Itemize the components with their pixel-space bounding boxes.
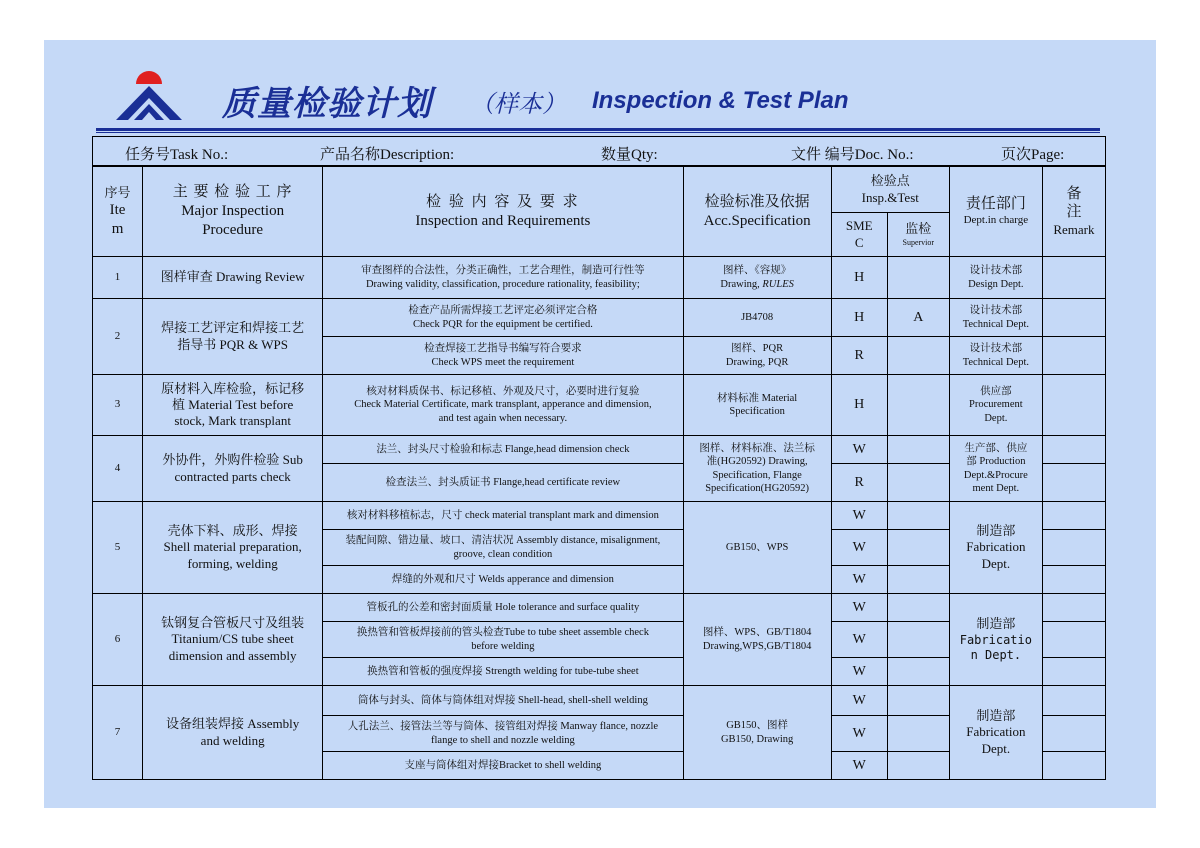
smec-code: W — [831, 686, 887, 716]
table-row — [93, 299, 1106, 337]
title-english: Inspection & Test Plan — [592, 87, 849, 114]
requirement-cell: 筒体与封头、筒体与筒体组对焊接 Shell-head, shell-shell welding — [323, 686, 683, 716]
dept-header: 责任部门 Dept.in charge — [949, 167, 1042, 257]
spec-cell: GB150、图样 GB150, Drawing — [683, 686, 831, 780]
table-row — [93, 436, 1106, 464]
remark-cell — [1042, 752, 1105, 780]
supervisor-code — [887, 716, 949, 752]
inspection-plan-table — [92, 166, 1106, 780]
item-number: 3 — [93, 375, 143, 436]
specification-header: 检验标准及依据 Acc.Specification — [683, 167, 831, 257]
smec-header: SME C — [831, 213, 887, 257]
requirement-cell: 检查法兰、封头质证书 Flange,head certificate review — [323, 464, 683, 502]
dept-cell: 制造部 Fabricatio n Dept. — [949, 594, 1042, 686]
dept-cell: 生产部、供应 部 Production Dept.&Procure ment Dept. — [949, 436, 1042, 502]
spec-cell: 图样、WPS、GB/T1804 Drawing,WPS,GB/T1804 — [683, 594, 831, 686]
smec-code: R — [831, 337, 887, 375]
requirements-header: 检 验 内 容 及 要 求 Inspection and Requirements — [323, 167, 683, 257]
supervisor-code — [887, 686, 949, 716]
title-sample-note: （样本） — [470, 90, 566, 118]
task-no-label: 任务号Task No.: — [125, 147, 229, 163]
supervisor-code — [887, 337, 949, 375]
supervisor-code — [887, 257, 949, 299]
dept-cell: 供应部 Procurement Dept. — [949, 375, 1042, 436]
requirement-cell: 支座与筒体组对焊接Bracket to shell welding — [323, 752, 683, 780]
dept-cell: 制造部 Fabrication Dept. — [949, 686, 1042, 780]
requirement-cell: 审查图样的合法性，分类正确性，工艺合理性，制造可行性等 Drawing validity, classification, procedure rationality, feasibility; — [323, 257, 683, 299]
title-underline-thin — [96, 132, 1100, 133]
smec-code: W — [831, 716, 887, 752]
remark-cell — [1042, 502, 1105, 530]
spec-cell: 材料标准 Material Specification — [683, 375, 831, 436]
supervisor-header: 监检 Supervior — [887, 213, 949, 257]
table-row — [93, 594, 1106, 622]
procedure-cell: 焊接工艺评定和焊接工艺 指导书 PQR & WPS — [143, 299, 323, 375]
supervisor-code — [887, 375, 949, 436]
supervisor-code: A — [887, 299, 949, 337]
procedure-cell: 壳体下料、成形、焊接 Shell material preparation, forming, welding — [143, 502, 323, 594]
doc-no-label: 文件 编号Doc. No.: — [791, 147, 914, 163]
smec-code: W — [831, 752, 887, 780]
qty-label: 数量Qty: — [601, 147, 658, 163]
column-header-row — [93, 167, 1106, 213]
supervisor-code — [887, 752, 949, 780]
requirement-cell: 核对材料质保书、标记移植、外观及尺寸，必要时进行复验 Check Material Certificate, mark transplant, apperance and dimension, and test again when necessary. — [323, 375, 683, 436]
remark-cell — [1042, 464, 1105, 502]
item-number: 4 — [93, 436, 143, 502]
remark-cell — [1042, 530, 1105, 566]
procedure-cell: 外协件，外购件检验 Sub contracted parts check — [143, 436, 323, 502]
company-logo — [112, 70, 186, 122]
procedure-header: 主 要 检 验 工 序 Major Inspection Procedure — [143, 167, 323, 257]
requirement-cell: 核对材料移植标志，尺寸 check material transplant mark and dimension — [323, 502, 683, 530]
supervisor-code — [887, 622, 949, 658]
item-number: 7 — [93, 686, 143, 780]
remark-cell — [1042, 622, 1105, 658]
table-row — [93, 502, 1106, 530]
table-row — [93, 375, 1106, 436]
smec-code: W — [831, 566, 887, 594]
smec-code: W — [831, 502, 887, 530]
procedure-cell: 钛钢复合管板尺寸及组装 Titanium/CS tube sheet dimension and assembly — [143, 594, 323, 686]
item-number: 1 — [93, 257, 143, 299]
smec-code: W — [831, 622, 887, 658]
requirement-cell: 检查产品所需焊接工艺评定必须评定合格 Check PQR for the equipment be certified. — [323, 299, 683, 337]
dept-cell: 设计技术部 Design Dept. — [949, 257, 1042, 299]
supervisor-code — [887, 464, 949, 502]
inspection-point-header: 检验点 Insp.&Test — [831, 167, 949, 213]
spec-cell: GB150、WPS — [683, 502, 831, 594]
supervisor-code — [887, 530, 949, 566]
smec-code: W — [831, 436, 887, 464]
remark-cell — [1042, 716, 1105, 752]
remark-cell — [1042, 566, 1105, 594]
smec-code: W — [831, 530, 887, 566]
procedure-cell: 图样审查 Drawing Review — [143, 257, 323, 299]
smec-code: R — [831, 464, 887, 502]
supervisor-code — [887, 436, 949, 464]
smec-code: W — [831, 658, 887, 686]
title-underline — [96, 128, 1100, 131]
requirement-cell: 管板孔的公差和密封面质量 Hole tolerance and surface quality — [323, 594, 683, 622]
remark-cell — [1042, 436, 1105, 464]
requirement-cell: 焊缝的外观和尺寸 Welds apperance and dimension — [323, 566, 683, 594]
dept-cell: 设计技术部 Technical Dept. — [949, 337, 1042, 375]
item-header: 序号 Ite m — [93, 167, 143, 257]
item-number: 6 — [93, 594, 143, 686]
smec-code: H — [831, 257, 887, 299]
document-info-row — [92, 136, 1106, 166]
supervisor-code — [887, 658, 949, 686]
procedure-cell: 原材料入库检验，标记移 植 Material Test before stock, Mark transplant — [143, 375, 323, 436]
table-row — [93, 686, 1106, 716]
smec-code: H — [831, 375, 887, 436]
item-number: 5 — [93, 502, 143, 594]
remark-header: 备 注 Remark — [1042, 167, 1105, 257]
procedure-cell: 设备组装焊接 Assembly and welding — [143, 686, 323, 780]
supervisor-code — [887, 502, 949, 530]
page-label: 页次Page: — [1001, 147, 1065, 163]
plan-sheet — [44, 40, 1156, 808]
requirement-cell: 人孔法兰、接管法兰等与筒体、接管组对焊接 Manway flance, nozzle flange to shell and nozzle welding — [323, 716, 683, 752]
spec-cell: 图样、PQR Drawing, PQR — [683, 337, 831, 375]
description-label: 产品名称Description: — [320, 147, 455, 163]
spec-cell: JB4708 — [683, 299, 831, 337]
remark-cell — [1042, 375, 1105, 436]
remark-cell — [1042, 337, 1105, 375]
supervisor-code — [887, 566, 949, 594]
smec-code: H — [831, 299, 887, 337]
supervisor-code — [887, 594, 949, 622]
spec-cell: 图样、《容规》 Drawing, RULES — [683, 257, 831, 299]
dept-cell: 设计技术部 Technical Dept. — [949, 299, 1042, 337]
requirement-cell: 换热管和管板焊接前的管头检查Tube to tube sheet assemble check before welding — [323, 622, 683, 658]
remark-cell — [1042, 299, 1105, 337]
spec-cell: 图样、材料标准、法兰标 准(HG20592) Drawing, Specification, Flange Specification(HG20592) — [683, 436, 831, 502]
remark-cell — [1042, 658, 1105, 686]
remark-cell — [1042, 257, 1105, 299]
requirement-cell: 换热管和管板的强度焊接 Strength welding for tube-tube sheet — [323, 658, 683, 686]
item-number: 2 — [93, 299, 143, 375]
remark-cell — [1042, 594, 1105, 622]
dept-cell: 制造部 Fabrication Dept. — [949, 502, 1042, 594]
requirement-cell: 法兰、封头尺寸检验和标志 Flange,head dimension check — [323, 436, 683, 464]
requirement-cell: 装配间隙、错边量、坡口、清洁状况 Assembly distance, misalignment, groove, clean condition — [323, 530, 683, 566]
smec-code: W — [831, 594, 887, 622]
remark-cell — [1042, 686, 1105, 716]
table-row — [93, 257, 1106, 299]
title-chinese: 质量检验计划 — [222, 84, 432, 124]
requirement-cell: 检查焊接工艺指导书编写符合要求 Check WPS meet the requirement — [323, 337, 683, 375]
